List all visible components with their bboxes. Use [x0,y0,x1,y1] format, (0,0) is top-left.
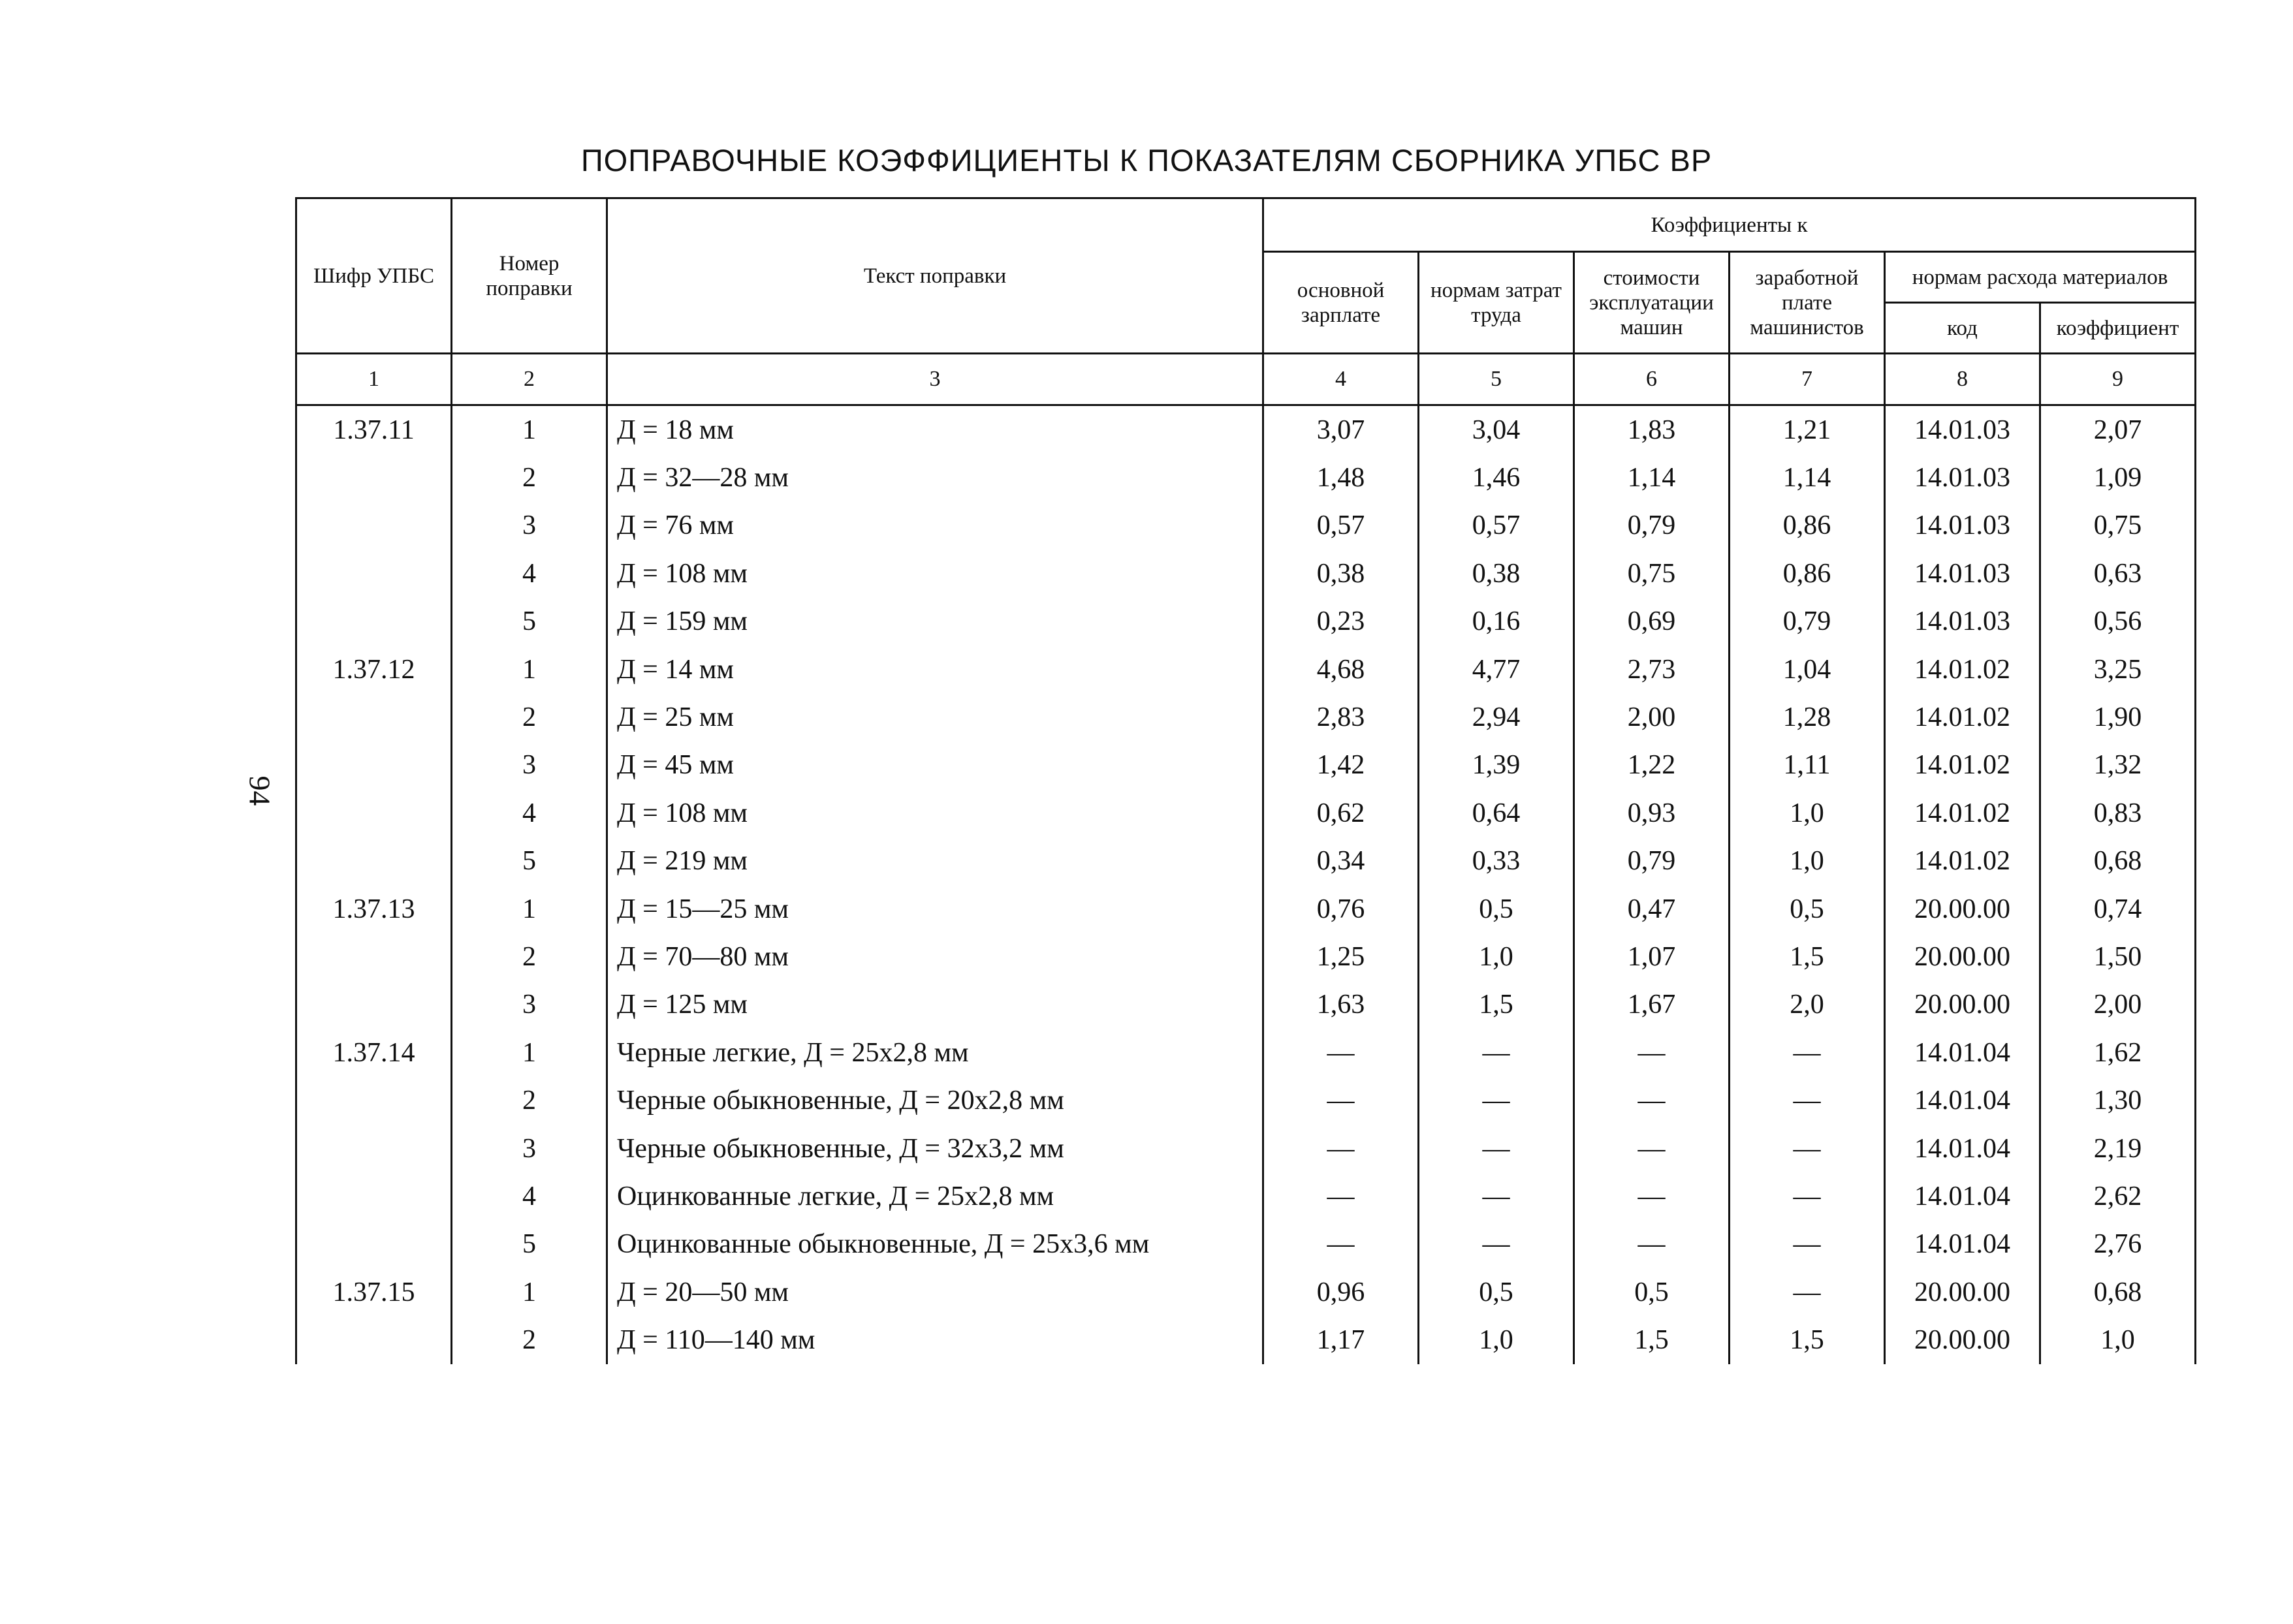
material-coefficient-cell: 2,76 [2040,1221,2196,1268]
cipher-cell: 1.37.13 [296,885,452,933]
machine-cost-cell: 1,22 [1574,742,1730,789]
machinist-wage-cell: 0,5 [1730,885,1885,933]
material-code-cell: 20.00.00 [1885,981,2040,1029]
machine-cost-cell: — [1574,1029,1730,1076]
material-coefficient-cell: 1,90 [2040,693,2196,741]
cipher-cell [296,693,452,741]
amendment-text-cell: Д = 25 мм [607,693,1263,741]
amendment-number-cell: 5 [452,1221,607,1268]
machinist-wage-cell: 0,79 [1730,598,1885,646]
table-body [296,405,2196,1364]
table-row [296,1125,2196,1172]
table-row [296,550,2196,597]
header-code: код [1885,303,2040,354]
column-number: 7 [1730,354,1885,405]
page-number: 94 [243,775,277,806]
material-code-cell: 14.01.03 [1885,405,2040,454]
base-wage-cell: 0,38 [1263,550,1419,597]
amendment-number-cell: 2 [452,693,607,741]
material-code-cell: 14.01.03 [1885,550,2040,597]
material-code-cell: 14.01.04 [1885,1221,2040,1268]
material-coefficient-cell: 1,50 [2040,933,2196,980]
cipher-cell [296,933,452,980]
base-wage-cell: 0,23 [1263,598,1419,646]
header-materials: нормам расхода материалов [1885,252,2196,303]
amendment-text-cell: Д = 125 мм [607,981,1263,1029]
machinist-wage-cell: 1,21 [1730,405,1885,454]
material-coefficient-cell: 0,75 [2040,502,2196,550]
material-coefficient-cell: 3,25 [2040,646,2196,693]
table-row [296,837,2196,885]
labor-cell: 1,39 [1419,742,1574,789]
machine-cost-cell: — [1574,1221,1730,1268]
cipher-cell [296,1316,452,1364]
machine-cost-cell: 0,47 [1574,885,1730,933]
material-code-cell: 14.01.03 [1885,598,2040,646]
machinist-wage-cell: 1,5 [1730,933,1885,980]
machinist-wage-cell: 1,28 [1730,693,1885,741]
labor-cell: — [1419,1029,1574,1076]
material-code-cell: 14.01.04 [1885,1029,2040,1076]
amendment-text-cell: Черные легкие, Д = 25х2,8 мм [607,1029,1263,1076]
material-coefficient-cell: 0,74 [2040,885,2196,933]
labor-cell: 1,46 [1419,454,1574,501]
machine-cost-cell: 2,00 [1574,693,1730,741]
material-code-cell: 14.01.02 [1885,693,2040,741]
machinist-wage-cell: — [1730,1125,1885,1172]
base-wage-cell: 2,83 [1263,693,1419,741]
page-title: ПОПРАВОЧНЫЕ КОЭФФИЦИЕНТЫ К ПОКАЗАТЕЛЯМ СБОРНИКА УПБС ВР [580,143,1713,178]
labor-cell: 1,0 [1419,1316,1574,1364]
material-code-cell: 14.01.02 [1885,646,2040,693]
header-coefficients: Коэффициенты к [1263,198,2196,252]
material-coefficient-cell: 1,09 [2040,454,2196,501]
machinist-wage-cell: 1,5 [1730,1316,1885,1364]
labor-cell: 2,94 [1419,693,1574,741]
machinist-wage-cell: — [1730,1268,1885,1316]
amendment-text-cell: Оцинкованные обыкновенные, Д = 25х3,6 мм [607,1221,1263,1268]
amendment-text-cell: Д = 108 мм [607,550,1263,597]
base-wage-cell: — [1263,1125,1419,1172]
amendment-text-cell: Д = 70—80 мм [607,933,1263,980]
header-amendment-text: Текст поправки [607,198,1263,354]
header-labor: нормам затрат труда [1419,252,1574,354]
header-base-wage: основной зарплате [1263,252,1419,354]
table-row [296,1076,2196,1124]
table-row [296,742,2196,789]
amendment-text-cell: Д = 32—28 мм [607,454,1263,501]
column-number-row [296,354,2196,405]
base-wage-cell: 0,34 [1263,837,1419,885]
amendment-number-cell: 5 [452,598,607,646]
amendment-text-cell: Черные обыкновенные, Д = 20х2,8 мм [607,1076,1263,1124]
amendment-text-cell: Д = 14 мм [607,646,1263,693]
machine-cost-cell: 1,5 [1574,1316,1730,1364]
table-row [296,693,2196,741]
cipher-cell [296,1221,452,1268]
machinist-wage-cell: — [1730,1076,1885,1124]
table-row [296,1316,2196,1364]
base-wage-cell: 3,07 [1263,405,1419,454]
column-number: 2 [452,354,607,405]
header-cipher: Шифр УПБС [296,198,452,354]
machine-cost-cell: 0,79 [1574,502,1730,550]
cipher-cell [296,598,452,646]
amendment-number-cell: 1 [452,885,607,933]
base-wage-cell: 0,76 [1263,885,1419,933]
amendment-text-cell: Д = 76 мм [607,502,1263,550]
machine-cost-cell: — [1574,1125,1730,1172]
amendment-number-cell: 2 [452,1316,607,1364]
table-row [296,405,2196,454]
cipher-cell [296,981,452,1029]
base-wage-cell: — [1263,1172,1419,1220]
machinist-wage-cell: — [1730,1029,1885,1076]
cipher-cell: 1.37.11 [296,405,452,454]
table-row [296,502,2196,550]
labor-cell: — [1419,1076,1574,1124]
labor-cell: 0,64 [1419,789,1574,837]
base-wage-cell: 4,68 [1263,646,1419,693]
cipher-cell [296,789,452,837]
amendment-number-cell: 1 [452,1268,607,1316]
header-coefficient: коэффициент [2040,303,2196,354]
machine-cost-cell: 0,69 [1574,598,1730,646]
column-number: 8 [1885,354,2040,405]
material-coefficient-cell: 1,32 [2040,742,2196,789]
base-wage-cell: 1,42 [1263,742,1419,789]
material-code-cell: 20.00.00 [1885,1268,2040,1316]
machinist-wage-cell: 1,0 [1730,837,1885,885]
labor-cell: 0,57 [1419,502,1574,550]
machine-cost-cell: 1,67 [1574,981,1730,1029]
amendment-number-cell: 2 [452,933,607,980]
labor-cell: 0,5 [1419,1268,1574,1316]
base-wage-cell: — [1263,1221,1419,1268]
amendment-text-cell: Оцинкованные легкие, Д = 25х2,8 мм [607,1172,1263,1220]
labor-cell: 1,5 [1419,981,1574,1029]
base-wage-cell: 1,17 [1263,1316,1419,1364]
material-code-cell: 14.01.04 [1885,1125,2040,1172]
material-code-cell: 14.01.02 [1885,742,2040,789]
column-number: 1 [296,354,452,405]
machine-cost-cell: 2,73 [1574,646,1730,693]
base-wage-cell: 1,48 [1263,454,1419,501]
column-number: 6 [1574,354,1730,405]
cipher-cell [296,1125,452,1172]
machinist-wage-cell: 1,0 [1730,789,1885,837]
table-row [296,454,2196,501]
table-row [296,1268,2196,1316]
table-row [296,885,2196,933]
table-row [296,598,2196,646]
machinist-wage-cell: 0,86 [1730,502,1885,550]
column-number: 9 [2040,354,2196,405]
machine-cost-cell: 0,93 [1574,789,1730,837]
labor-cell: 0,33 [1419,837,1574,885]
table-row [296,1221,2196,1268]
material-code-cell: 20.00.00 [1885,1316,2040,1364]
column-number: 5 [1419,354,1574,405]
cipher-cell: 1.37.12 [296,646,452,693]
labor-cell: 0,38 [1419,550,1574,597]
amendment-number-cell: 1 [452,646,607,693]
machine-cost-cell: 0,75 [1574,550,1730,597]
material-coefficient-cell: 1,62 [2040,1029,2196,1076]
base-wage-cell: 0,62 [1263,789,1419,837]
amendment-text-cell: Черные обыкновенные, Д = 32х3,2 мм [607,1125,1263,1172]
amendment-number-cell: 5 [452,837,607,885]
labor-cell: — [1419,1172,1574,1220]
amendment-text-cell: Д = 20—50 мм [607,1268,1263,1316]
machine-cost-cell: 0,79 [1574,837,1730,885]
cipher-cell [296,742,452,789]
machinist-wage-cell: 1,14 [1730,454,1885,501]
amendment-text-cell: Д = 18 мм [607,405,1263,454]
amendment-number-cell: 2 [452,454,607,501]
amendment-number-cell: 1 [452,1029,607,1076]
amendment-number-cell: 4 [452,550,607,597]
cipher-cell [296,502,452,550]
cipher-cell: 1.37.15 [296,1268,452,1316]
machinist-wage-cell: 0,86 [1730,550,1885,597]
labor-cell: — [1419,1221,1574,1268]
material-code-cell: 20.00.00 [1885,933,2040,980]
labor-cell: 0,5 [1419,885,1574,933]
base-wage-cell: 0,57 [1263,502,1419,550]
base-wage-cell: — [1263,1076,1419,1124]
cipher-cell [296,454,452,501]
material-coefficient-cell: 0,83 [2040,789,2196,837]
table-row [296,646,2196,693]
amendment-number-cell: 1 [452,405,607,454]
labor-cell: 1,0 [1419,933,1574,980]
cipher-cell [296,837,452,885]
cipher-cell: 1.37.14 [296,1029,452,1076]
header-machinist-wage: заработной плате машинистов [1730,252,1885,354]
base-wage-cell: — [1263,1029,1419,1076]
material-coefficient-cell: 1,0 [2040,1316,2196,1364]
amendment-text-cell: Д = 159 мм [607,598,1263,646]
material-coefficient-cell: 0,56 [2040,598,2196,646]
material-code-cell: 20.00.00 [1885,885,2040,933]
material-coefficient-cell: 2,19 [2040,1125,2196,1172]
material-coefficient-cell: 0,68 [2040,837,2196,885]
amendment-number-cell: 4 [452,789,607,837]
amendment-text-cell: Д = 45 мм [607,742,1263,789]
column-number: 4 [1263,354,1419,405]
machinist-wage-cell: — [1730,1221,1885,1268]
material-code-cell: 14.01.02 [1885,837,2040,885]
amendment-text-cell: Д = 219 мм [607,837,1263,885]
machine-cost-cell: — [1574,1172,1730,1220]
amendment-number-cell: 3 [452,502,607,550]
machine-cost-cell: 1,14 [1574,454,1730,501]
machine-cost-cell: 1,83 [1574,405,1730,454]
table-row [296,1172,2196,1220]
table-row [296,981,2196,1029]
amendment-text-cell: Д = 15—25 мм [607,885,1263,933]
material-code-cell: 14.01.04 [1885,1172,2040,1220]
amendment-number-cell: 4 [452,1172,607,1220]
material-coefficient-cell: 1,30 [2040,1076,2196,1124]
material-coefficient-cell: 2,00 [2040,981,2196,1029]
labor-cell: 0,16 [1419,598,1574,646]
cipher-cell [296,550,452,597]
machinist-wage-cell: — [1730,1172,1885,1220]
amendment-number-cell: 3 [452,742,607,789]
material-coefficient-cell: 0,63 [2040,550,2196,597]
cipher-cell [296,1172,452,1220]
labor-cell: — [1419,1125,1574,1172]
machine-cost-cell: — [1574,1076,1730,1124]
base-wage-cell: 0,96 [1263,1268,1419,1316]
material-coefficient-cell: 2,62 [2040,1172,2196,1220]
header-machine-cost: стоимости эксплуатации машин [1574,252,1730,354]
machinist-wage-cell: 2,0 [1730,981,1885,1029]
amendment-number-cell: 3 [452,981,607,1029]
base-wage-cell: 1,25 [1263,933,1419,980]
labor-cell: 4,77 [1419,646,1574,693]
coefficients-table [295,197,2196,1364]
machinist-wage-cell: 1,04 [1730,646,1885,693]
amendment-number-cell: 2 [452,1076,607,1124]
material-code-cell: 14.01.03 [1885,502,2040,550]
material-code-cell: 14.01.02 [1885,789,2040,837]
column-number: 3 [607,354,1263,405]
material-coefficient-cell: 0,68 [2040,1268,2196,1316]
machine-cost-cell: 1,07 [1574,933,1730,980]
material-code-cell: 14.01.04 [1885,1076,2040,1124]
table-header [296,198,2196,405]
table-row [296,933,2196,980]
amendment-text-cell: Д = 110—140 мм [607,1316,1263,1364]
machinist-wage-cell: 1,11 [1730,742,1885,789]
table-row [296,1029,2196,1076]
header-amendment-number: Номер поправки [452,198,607,354]
base-wage-cell: 1,63 [1263,981,1419,1029]
amendment-text-cell: Д = 108 мм [607,789,1263,837]
cipher-cell [296,1076,452,1124]
amendment-number-cell: 3 [452,1125,607,1172]
material-code-cell: 14.01.03 [1885,454,2040,501]
machine-cost-cell: 0,5 [1574,1268,1730,1316]
table-row [296,789,2196,837]
labor-cell: 3,04 [1419,405,1574,454]
material-coefficient-cell: 2,07 [2040,405,2196,454]
